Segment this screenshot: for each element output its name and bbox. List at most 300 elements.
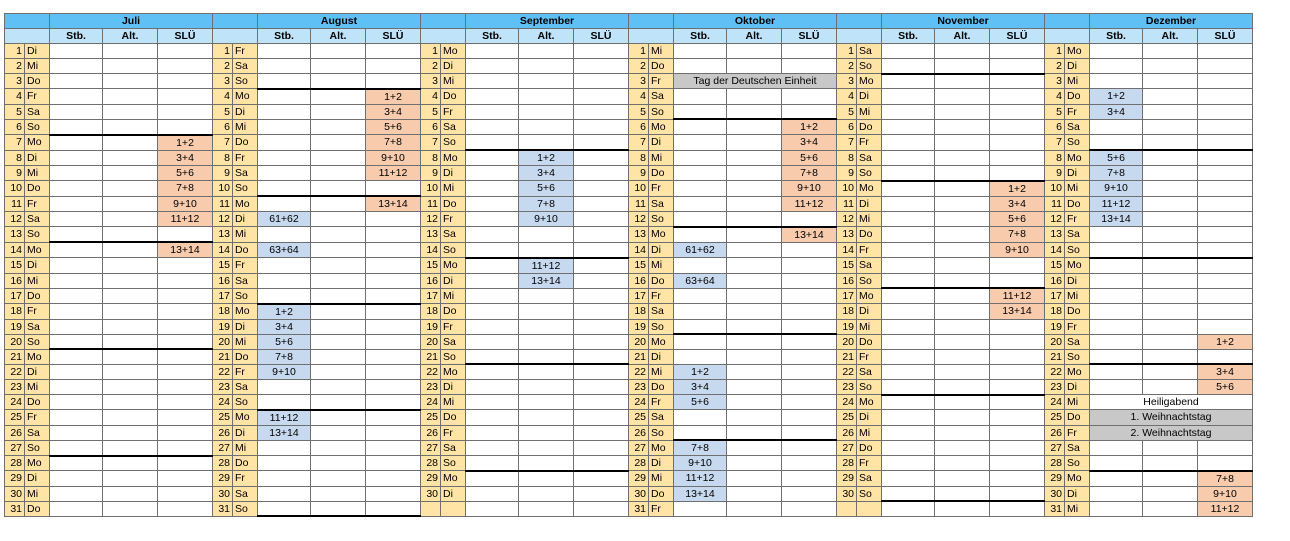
alt-cell — [103, 212, 158, 227]
alt-cell — [311, 44, 366, 59]
alt-cell — [935, 471, 990, 487]
day-number: 13 — [213, 227, 233, 243]
alt-cell — [103, 44, 158, 59]
day-number: 7 — [1045, 135, 1065, 151]
weekday: Mo — [649, 119, 674, 135]
slu-cell — [990, 456, 1045, 471]
slu-cell: 7+8 — [366, 135, 421, 151]
calendar-row — [5, 456, 1253, 471]
stb-cell — [466, 227, 519, 243]
weekday: Di — [441, 166, 466, 181]
day-number: 17 — [629, 288, 649, 304]
slu-cell — [158, 471, 213, 487]
day-number: 25 — [213, 410, 233, 426]
stb-cell — [258, 89, 311, 105]
slu-cell — [1198, 304, 1253, 320]
slu-cell — [574, 212, 629, 227]
alt-cell — [935, 104, 990, 119]
weekday: Mi — [649, 258, 674, 274]
weekday: Di — [857, 196, 882, 212]
slu-cell — [782, 425, 837, 440]
alt-cell — [311, 364, 366, 380]
weekday: Fr — [233, 44, 258, 59]
stb-cell — [1090, 242, 1143, 258]
weekday: So — [441, 349, 466, 364]
day-number — [421, 501, 441, 516]
day-number: 26 — [5, 425, 25, 440]
stb-cell — [882, 44, 935, 59]
stb-cell — [466, 364, 519, 380]
day-number: 25 — [421, 410, 441, 426]
slu-cell — [574, 242, 629, 258]
alt-cell — [727, 166, 782, 181]
slu-cell: 11+12 — [158, 212, 213, 227]
slu-cell — [782, 349, 837, 364]
slu-cell — [782, 44, 837, 59]
day-number: 12 — [5, 212, 25, 227]
weekday: So — [233, 181, 258, 197]
weekday: Mi — [441, 181, 466, 197]
slu-cell — [990, 74, 1045, 89]
alt-cell — [103, 196, 158, 212]
alt-cell — [935, 135, 990, 151]
weekday: Di — [1065, 59, 1090, 74]
slu-cell — [366, 258, 421, 274]
alt-cell — [103, 104, 158, 119]
col-header-alt: Alt. — [103, 29, 158, 44]
slu-cell — [1198, 212, 1253, 227]
weekday: Sa — [1065, 440, 1090, 456]
day-number: 13 — [5, 227, 25, 243]
stb-cell: 63+64 — [674, 273, 727, 288]
day-number: 10 — [1045, 181, 1065, 197]
alt-cell — [311, 242, 366, 258]
weekday: So — [857, 59, 882, 74]
slu-cell — [158, 349, 213, 364]
slu-cell — [366, 364, 421, 380]
alt-cell — [1143, 304, 1198, 320]
weekday: Di — [233, 212, 258, 227]
day-number: 26 — [1045, 425, 1065, 440]
slu-cell: 1+2 — [1198, 334, 1253, 349]
day-number: 19 — [629, 319, 649, 334]
weekday: Mo — [233, 89, 258, 105]
stb-cell — [258, 456, 311, 471]
stb-cell — [674, 89, 727, 105]
col-header-stb: Stb. — [466, 29, 519, 44]
day-number: 15 — [629, 258, 649, 274]
calendar-row — [5, 440, 1253, 456]
day-number: 11 — [421, 196, 441, 212]
day-number: 3 — [837, 74, 857, 89]
day-number: 20 — [629, 334, 649, 349]
stb-cell: 61+62 — [674, 242, 727, 258]
weekday: Di — [857, 304, 882, 320]
stb-cell — [674, 119, 727, 135]
day-number: 19 — [5, 319, 25, 334]
stb-cell: 7+8 — [674, 440, 727, 456]
stb-cell — [466, 425, 519, 440]
alt-cell — [103, 181, 158, 197]
slu-cell — [574, 273, 629, 288]
slu-cell — [158, 59, 213, 74]
stb-cell — [258, 59, 311, 74]
slu-cell — [1198, 89, 1253, 105]
alt-cell — [103, 242, 158, 258]
stb-cell — [50, 288, 103, 304]
weekday: Fr — [649, 74, 674, 89]
slu-cell — [990, 273, 1045, 288]
stb-cell: 11+12 — [258, 410, 311, 426]
weekday: Mo — [441, 258, 466, 274]
slu-cell: 9+10 — [990, 242, 1045, 258]
slu-cell: 13+14 — [990, 304, 1045, 320]
weekday: Fr — [649, 501, 674, 516]
day-number: 30 — [837, 486, 857, 501]
alt-cell — [727, 349, 782, 364]
day-number: 1 — [837, 44, 857, 59]
month-header-spacer — [213, 14, 258, 29]
day-number: 18 — [1045, 304, 1065, 320]
weekday: Mi — [1065, 395, 1090, 410]
col-header-alt: Alt. — [935, 29, 990, 44]
stb-cell: 13+14 — [258, 425, 311, 440]
alt-cell — [519, 44, 574, 59]
weekday: Fr — [857, 349, 882, 364]
weekday: Sa — [233, 380, 258, 395]
weekday: So — [1065, 456, 1090, 471]
weekday: Do — [857, 440, 882, 456]
alt-cell — [935, 258, 990, 274]
day-number: 20 — [5, 334, 25, 349]
alt-cell — [935, 196, 990, 212]
alt-cell — [1143, 380, 1198, 395]
day-number: 6 — [837, 119, 857, 135]
slu-cell — [158, 380, 213, 395]
slu-cell — [1198, 196, 1253, 212]
calendar-row — [5, 212, 1253, 227]
weekday: Sa — [1065, 227, 1090, 243]
weekday: Sa — [857, 258, 882, 274]
weekday: Sa — [857, 44, 882, 59]
stb-cell — [466, 273, 519, 288]
weekday: Fr — [233, 364, 258, 380]
stb-cell — [50, 410, 103, 426]
slu-cell — [782, 486, 837, 501]
alt-cell — [727, 196, 782, 212]
alt-cell — [519, 304, 574, 320]
slu-cell: 1+2 — [158, 135, 213, 151]
month-header: Dezember — [1090, 14, 1253, 29]
day-number: 28 — [213, 456, 233, 471]
col-header-alt: Alt. — [1143, 29, 1198, 44]
day-number: 30 — [421, 486, 441, 501]
stb-cell — [674, 196, 727, 212]
alt-cell — [727, 258, 782, 274]
slu-cell — [990, 425, 1045, 440]
stb-cell — [50, 135, 103, 151]
slu-cell — [574, 349, 629, 364]
slu-cell: 11+12 — [782, 196, 837, 212]
alt-cell — [103, 349, 158, 364]
weekday: Do — [857, 227, 882, 243]
weekday: So — [857, 380, 882, 395]
day-number: 26 — [213, 425, 233, 440]
alt-cell — [311, 258, 366, 274]
alt-cell — [935, 59, 990, 74]
slu-cell — [1198, 59, 1253, 74]
slu-cell — [1198, 166, 1253, 181]
slu-cell — [366, 319, 421, 334]
stb-cell — [882, 59, 935, 74]
weekday — [441, 501, 466, 516]
day-number: 14 — [421, 242, 441, 258]
alt-cell — [727, 425, 782, 440]
alt-cell — [935, 212, 990, 227]
slu-cell — [366, 349, 421, 364]
weekday: Mi — [857, 212, 882, 227]
calendar-row — [5, 501, 1253, 516]
day-number: 24 — [1045, 395, 1065, 410]
stb-cell — [50, 349, 103, 364]
slu-cell — [574, 425, 629, 440]
stb-cell — [882, 196, 935, 212]
stb-cell — [882, 349, 935, 364]
weekday: Fr — [25, 196, 50, 212]
subheader-spacer — [837, 29, 882, 44]
stb-cell — [466, 74, 519, 89]
alt-cell — [1143, 440, 1198, 456]
alt-cell — [727, 456, 782, 471]
stb-cell — [466, 181, 519, 197]
slu-cell — [782, 104, 837, 119]
weekday: Mi — [649, 364, 674, 380]
alt-cell: 3+4 — [519, 166, 574, 181]
col-header-slu: SLÜ — [782, 29, 837, 44]
alt-cell — [935, 319, 990, 334]
stb-cell — [1090, 258, 1143, 274]
slu-cell — [1198, 440, 1253, 456]
day-number: 30 — [213, 486, 233, 501]
slu-cell — [574, 119, 629, 135]
stb-cell — [258, 181, 311, 197]
day-number: 16 — [213, 273, 233, 288]
slu-cell — [366, 425, 421, 440]
weekday: So — [441, 242, 466, 258]
alt-cell — [311, 104, 366, 119]
alt-cell — [311, 395, 366, 410]
month-header-spacer — [629, 14, 674, 29]
slu-cell — [158, 273, 213, 288]
alt-cell — [519, 486, 574, 501]
stb-cell: 3+4 — [258, 319, 311, 334]
day-number: 9 — [629, 166, 649, 181]
col-header-stb: Stb. — [882, 29, 935, 44]
stb-cell — [1090, 501, 1143, 516]
stb-cell: 5+6 — [1090, 150, 1143, 166]
stb-cell — [50, 89, 103, 105]
weekday: Mo — [857, 181, 882, 197]
col-header-stb: Stb. — [50, 29, 103, 44]
alt-cell — [311, 486, 366, 501]
weekday: Sa — [857, 471, 882, 487]
stb-cell — [674, 59, 727, 74]
slu-cell — [1198, 74, 1253, 89]
day-number: 25 — [1045, 410, 1065, 426]
slu-cell — [158, 410, 213, 426]
col-header-stb: Stb. — [674, 29, 727, 44]
stb-cell — [1090, 59, 1143, 74]
stb-cell — [466, 104, 519, 119]
weekday: Do — [233, 456, 258, 471]
day-number: 21 — [1045, 349, 1065, 364]
weekday: Sa — [649, 89, 674, 105]
alt-cell — [1143, 501, 1198, 516]
alt-cell — [727, 135, 782, 151]
weekday: Mi — [233, 119, 258, 135]
alt-cell — [311, 212, 366, 227]
day-number: 11 — [1045, 196, 1065, 212]
calendar-row — [5, 425, 1253, 440]
stb-cell — [50, 150, 103, 166]
alt-cell — [935, 44, 990, 59]
day-number: 6 — [213, 119, 233, 135]
slu-cell — [990, 150, 1045, 166]
weekday: Mo — [25, 349, 50, 364]
stb-cell: 9+10 — [258, 364, 311, 380]
weekday: Di — [441, 59, 466, 74]
slu-cell — [158, 304, 213, 320]
alt-cell — [727, 440, 782, 456]
weekday: Sa — [233, 59, 258, 74]
slu-cell — [574, 227, 629, 243]
day-number: 27 — [629, 440, 649, 456]
slu-cell: 9+10 — [782, 181, 837, 197]
stb-cell — [674, 135, 727, 151]
slu-cell: 5+6 — [366, 119, 421, 135]
day-number: 13 — [629, 227, 649, 243]
stb-cell — [50, 227, 103, 243]
weekday: Mo — [25, 135, 50, 151]
stb-cell — [50, 319, 103, 334]
slu-cell — [366, 212, 421, 227]
weekday: Mi — [1065, 181, 1090, 197]
slu-cell: 7+8 — [782, 166, 837, 181]
alt-cell — [519, 364, 574, 380]
slu-cell — [574, 319, 629, 334]
alt-cell — [103, 334, 158, 349]
stb-cell — [882, 410, 935, 426]
day-number: 20 — [1045, 334, 1065, 349]
weekday: Fr — [25, 410, 50, 426]
slu-cell — [782, 410, 837, 426]
weekday: Fr — [233, 258, 258, 274]
slu-cell — [782, 212, 837, 227]
alt-cell — [103, 227, 158, 243]
day-number: 24 — [213, 395, 233, 410]
alt-cell — [1143, 89, 1198, 105]
weekday: Fr — [857, 456, 882, 471]
calendar-row — [5, 319, 1253, 334]
slu-cell — [782, 319, 837, 334]
stb-cell — [466, 196, 519, 212]
slu-cell — [990, 319, 1045, 334]
stb-cell — [258, 150, 311, 166]
weekday: Mo — [649, 227, 674, 243]
alt-cell — [1143, 288, 1198, 304]
slu-cell: 11+12 — [1198, 501, 1253, 516]
slu-cell — [1198, 44, 1253, 59]
calendar-row — [5, 119, 1253, 135]
calendar-row — [5, 380, 1253, 395]
stb-cell — [466, 59, 519, 74]
day-number: 15 — [1045, 258, 1065, 274]
slu-cell — [366, 471, 421, 487]
day-number: 9 — [5, 166, 25, 181]
day-number: 9 — [421, 166, 441, 181]
weekday: Mi — [25, 166, 50, 181]
slu-cell — [990, 349, 1045, 364]
stb-cell — [50, 440, 103, 456]
alt-cell — [311, 196, 366, 212]
calendar-row — [5, 135, 1253, 151]
day-number: 19 — [421, 319, 441, 334]
slu-cell — [782, 501, 837, 516]
stb-cell — [674, 166, 727, 181]
slu-cell: 1+2 — [366, 89, 421, 105]
day-number: 18 — [837, 304, 857, 320]
slu-cell: 7+8 — [158, 181, 213, 197]
alt-cell — [727, 212, 782, 227]
alt-cell — [935, 501, 990, 516]
alt-cell — [519, 89, 574, 105]
slu-cell — [782, 334, 837, 349]
stb-cell — [882, 89, 935, 105]
day-number: 25 — [837, 410, 857, 426]
stb-cell — [1090, 273, 1143, 288]
day-number: 9 — [837, 166, 857, 181]
day-number: 17 — [837, 288, 857, 304]
weekday: Fr — [1065, 104, 1090, 119]
day-number: 15 — [421, 258, 441, 274]
stb-cell: 63+64 — [258, 242, 311, 258]
stb-cell — [50, 304, 103, 320]
weekday: Sa — [233, 166, 258, 181]
stb-cell — [674, 104, 727, 119]
day-number: 18 — [5, 304, 25, 320]
weekday: Mo — [1065, 258, 1090, 274]
alt-cell — [103, 273, 158, 288]
weekday: Mi — [233, 440, 258, 456]
slu-cell — [574, 150, 629, 166]
stb-cell: 9+10 — [674, 456, 727, 471]
stb-cell — [1090, 440, 1143, 456]
slu-cell — [366, 59, 421, 74]
slu-cell — [366, 181, 421, 197]
day-number: 15 — [213, 258, 233, 274]
weekday: Mo — [1065, 150, 1090, 166]
slu-cell: 5+6 — [158, 166, 213, 181]
day-number: 27 — [5, 440, 25, 456]
weekday: Sa — [441, 334, 466, 349]
slu-cell — [782, 288, 837, 304]
day-number: 10 — [629, 181, 649, 197]
alt-cell — [935, 425, 990, 440]
day-number: 14 — [837, 242, 857, 258]
stb-cell — [466, 349, 519, 364]
slu-cell — [158, 89, 213, 105]
weekday: Mi — [233, 227, 258, 243]
